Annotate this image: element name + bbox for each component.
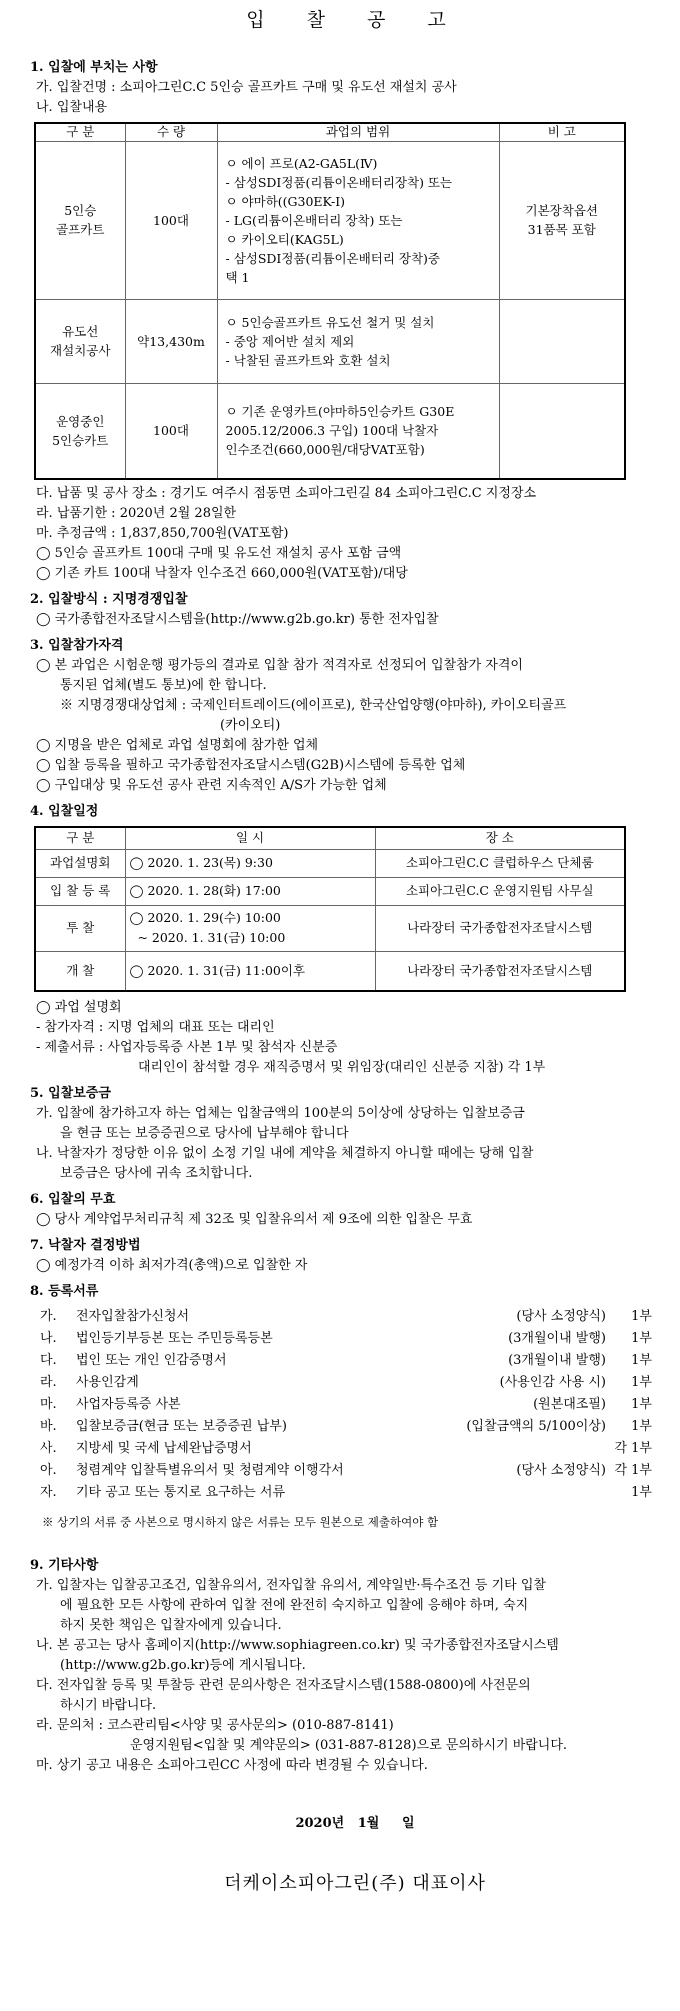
estimated-amount: 마. 추정금액 : 1,837,850,700원(VAT포함) xyxy=(36,526,289,541)
list-item: 아. 청렴계약 입찰특별유의서 및 청렴계약 이행각서 (당사 소정양식) 각 1부 xyxy=(40,1463,652,1478)
row-category: 5인승 골프카트 xyxy=(35,141,125,299)
schedule-kind: 과업설명회 xyxy=(35,849,125,877)
col-header: 수 량 xyxy=(125,123,217,141)
page-title: 입 찰 공 고 xyxy=(246,9,464,31)
qualification-item: 통지된 업체(별도 통보)에 한 합니다. xyxy=(60,678,267,693)
winner-rule: ◯ 예정가격 이하 최저가격(총액)으로 입찰한 자 xyxy=(36,1258,308,1273)
row-scope: ㅇ 5인승골프카트 유도선 철거 및 설치 - 중앙 제어반 설치 제외 - 낙찰된 골프카트와 호환 설치 xyxy=(217,299,499,383)
section-heading: 2. 입찰방식 : 지명경쟁입찰 xyxy=(30,592,188,607)
schedule-place: 소피아그린C.C 클럽하우스 단체룸 xyxy=(375,849,625,877)
col-header: 일 시 xyxy=(125,827,375,849)
qualification-note: (카이오티) xyxy=(220,718,281,733)
signature: 더케이소피아그린(주) 대표이사 xyxy=(224,1873,486,1894)
schedule-kind: 입 찰 등 록 xyxy=(35,877,125,905)
section-7 xyxy=(30,1236,680,1276)
section-heading: 7. 낙찰자 결정방법 xyxy=(30,1238,141,1253)
section-heading: 1. 입찰에 부치는 사항 xyxy=(30,60,158,75)
list-item: 가. 전자입찰참가신청서 (당사 소정양식) 1부 xyxy=(40,1309,652,1324)
delivery-place: 다. 납품 및 공사 장소 : 경기도 여주시 점동면 소피아그린길 84 소피아그린C.C 지정장소 xyxy=(36,486,537,501)
qualification-note: ※ 지명경쟁대상업체 : 국제인터트레이드(에이프로), 한국산업양행(야마하), 카이오티골프 xyxy=(60,698,567,713)
schedule-place: 나라장터 국가종합전자조달시스템 xyxy=(375,905,625,951)
row-category: 운영중인 5인승카트 xyxy=(35,383,125,479)
misc-item: 가. 입찰자는 입찰공고조건, 입찰유의서, 전자입찰 유의서, 계약일반·특수조건 등 기타 입찰 xyxy=(36,1578,546,1593)
row-note xyxy=(499,383,625,479)
misc-item: 에 필요한 모든 사항에 관하여 입찰 전에 완전히 숙지하고 입찰에 응해야 하며, 숙지 xyxy=(60,1598,529,1613)
documents-note: ※ 상기의 서류 중 사본으로 명시하지 않은 서류는 모두 원본으로 제출하여야 함 xyxy=(42,1515,439,1529)
table-header-row xyxy=(35,827,625,849)
deposit-item: 보증금은 당사에 귀속 조치합니다. xyxy=(60,1166,253,1181)
bid-method: ◯ 국가종합전자조달시스템을(http://www.g2b.go.kr) 통한 전자입찰 xyxy=(36,612,439,627)
misc-item: 다. 전자입찰 등록 및 투찰등 관련 문의사항은 전자조달시스템(1588-0800)에 사전문의 xyxy=(36,1678,531,1693)
misc-item: 하시기 바랍니다. xyxy=(60,1698,157,1713)
schedule-date: ◯ 2020. 1. 31(금) 11:00이후 xyxy=(125,951,375,991)
briefing-detail: - 참가자격 : 지명 업체의 대표 또는 대리인 xyxy=(36,1020,275,1035)
list-item: 바. 입찰보증금(현금 또는 보증증권 납부) (입찰금액의 5/100이상) 1부 xyxy=(40,1419,652,1434)
schedule-date: ◯ 2020. 1. 23(목) 9:30 xyxy=(125,849,375,877)
section-4 xyxy=(30,802,680,1078)
table-row xyxy=(35,877,625,905)
table-row xyxy=(35,951,625,991)
row-note: 기본장착옵션 31품목 포함 xyxy=(499,141,625,299)
invalid-rule: ◯ 당사 계약업무처리규칙 제 32조 및 입찰유의서 제 9조에 의한 입찰은 무효 xyxy=(36,1212,473,1227)
bid-content-label: 나. 입찰내용 xyxy=(36,100,108,115)
list-item: 마. 사업자등록증 사본 (원본대조필) 1부 xyxy=(40,1397,652,1412)
deposit-item: 나. 낙찰자가 정당한 이유 없이 소정 기일 내에 계약을 체결하지 아니할 때에는 당해 입찰 xyxy=(36,1146,534,1161)
misc-item: 마. 상기 공고 내용은 소피아그린CC 사정에 따라 변경될 수 있습니다. xyxy=(36,1758,428,1773)
deposit-item: 가. 입찰에 참가하고자 하는 업체는 입찰금액의 100분의 5이상에 상당하는 입찰보증금 xyxy=(36,1106,525,1121)
schedule-date: ◯ 2020. 1. 28(화) 17:00 xyxy=(125,877,375,905)
delivery-deadline: 라. 납품기한 : 2020년 2월 28일한 xyxy=(36,506,237,521)
section-8 xyxy=(30,1282,680,1532)
row-quantity: 약13,430m xyxy=(125,299,217,383)
bid-name: 가. 입찰건명 : 소피아그린C.C 5인승 골프카트 구매 및 유도선 재설치 공사 xyxy=(36,80,457,95)
section-3 xyxy=(30,636,680,796)
section-heading: 9. 기타사항 xyxy=(30,1558,99,1573)
list-item: 사. 지방세 및 국세 납세완납증명서 각 1부 xyxy=(40,1441,652,1456)
table-header-row xyxy=(35,123,625,141)
schedule-table xyxy=(34,826,626,992)
contact-item: 운영지원팀<입찰 및 계약문의> (031-887-8128)으로 문의하시기 바랍니다. xyxy=(130,1738,568,1753)
section-9 xyxy=(30,1556,680,1776)
bid-content-table xyxy=(34,122,626,480)
misc-item: (http://www.g2b.go.kr)등에 게시됩니다. xyxy=(60,1658,306,1673)
schedule-place: 나라장터 국가종합전자조달시스템 xyxy=(375,951,625,991)
section-heading: 5. 입찰보증금 xyxy=(30,1086,111,1101)
table-row xyxy=(35,383,625,479)
qualification-item: ◯ 본 과업은 시험운행 평가등의 결과로 입찰 참가 적격자로 선정되어 입찰참가 자격이 xyxy=(36,658,523,673)
deposit-item: 을 현금 또는 보증증권으로 당사에 납부해야 합니다 xyxy=(60,1126,349,1141)
row-scope: ㅇ 에이 프로(A2-GA5L(Ⅳ) - 삼성SDI정품(리튬이온배터리장착) 또는 ㅇ 야마하((G30EK-I) - LG(리튬이온배터리 장착) 또는 ㅇ 카이오티(KAG5L) - 삼성SDI정품(리튬이온배터리 장착)중 택 1 xyxy=(217,141,499,299)
misc-item: 하지 못한 책임은 입찰자에게 있습니다. xyxy=(60,1618,282,1633)
qualification-item: ◯ 입찰 등록을 필하고 국가종합전자조달시스템(G2B)시스템에 등록한 업체 xyxy=(36,758,466,773)
col-header: 구 분 xyxy=(35,123,125,141)
amount-note: ◯ 기존 카트 100대 낙찰자 인수조건 660,000원(VAT포함)/대당 xyxy=(36,566,408,581)
schedule-date: ◯ 2020. 1. 29(수) 10:00 ~ 2020. 1. 31(금) 10:00 xyxy=(125,905,375,951)
col-header: 비 고 xyxy=(499,123,625,141)
row-scope: ㅇ 기존 운영카트(야마하5인승카트 G30E 2005.12/2006.3 구입) 100대 낙찰자 인수조건(660,000원/대당VAT포함) xyxy=(217,383,499,479)
section-2 xyxy=(30,590,680,630)
document-list xyxy=(30,1306,680,1504)
list-item: 라. 사용인감계 (사용인감 사용 시) 1부 xyxy=(40,1375,652,1390)
schedule-kind: 투 찰 xyxy=(35,905,125,951)
section-heading: 4. 입찰일정 xyxy=(30,804,99,819)
schedule-place: 소피아그린C.C 운영지원팀 사무실 xyxy=(375,877,625,905)
list-item: 나. 법인등기부등본 또는 주민등록등본 (3개월이내 발행) 1부 xyxy=(40,1331,652,1346)
row-quantity: 100대 xyxy=(125,141,217,299)
table-row xyxy=(35,849,625,877)
table-row xyxy=(35,299,625,383)
briefing-label: ◯ 과업 설명회 xyxy=(36,1000,122,1015)
section-1 xyxy=(30,58,680,584)
section-heading: 3. 입찰참가자격 xyxy=(30,638,124,653)
section-heading: 8. 등록서류 xyxy=(30,1284,99,1299)
table-row xyxy=(35,141,625,299)
row-quantity: 100대 xyxy=(125,383,217,479)
contact-item: 라. 문의처 : 코스관리팀<사양 및 공사문의> (010-887-8141) xyxy=(36,1718,394,1733)
col-header: 과업의 범위 xyxy=(217,123,499,141)
misc-item: 나. 본 공고는 당사 홈페이지(http://www.sophiagreen.co.kr) 및 국가종합전자조달시스템 xyxy=(36,1638,559,1653)
qualification-item: ◯ 지명을 받은 업체로 과업 설명회에 참가한 업체 xyxy=(36,738,319,753)
section-5 xyxy=(30,1084,680,1184)
notice-date: 2020년 1월 일 xyxy=(295,1816,415,1831)
table-row xyxy=(35,905,625,951)
col-header: 구 분 xyxy=(35,827,125,849)
qualification-item: ◯ 구입대상 및 유도선 공사 관련 지속적인 A/S가 가능한 업체 xyxy=(36,778,387,793)
row-category: 유도선 재설치공사 xyxy=(35,299,125,383)
briefing-detail: 대리인이 참석할 경우 재직증명서 및 위임장(대리인 신분증 지참) 각 1부 xyxy=(138,1060,546,1075)
list-item: 자. 기타 공고 또는 통지로 요구하는 서류 1부 xyxy=(40,1485,652,1500)
schedule-kind: 개 찰 xyxy=(35,951,125,991)
section-heading: 6. 입찰의 무효 xyxy=(30,1192,116,1207)
briefing-detail: - 제출서류 : 사업자등록증 사본 1부 및 참석자 신분증 xyxy=(36,1040,338,1055)
row-note xyxy=(499,299,625,383)
col-header: 장 소 xyxy=(375,827,625,849)
list-item: 다. 법인 또는 개인 인감증명서 (3개월이내 발행) 1부 xyxy=(40,1353,652,1368)
section-6 xyxy=(30,1190,680,1230)
amount-note: ◯ 5인승 골프카트 100대 구매 및 유도선 재설치 공사 포함 금액 xyxy=(36,546,402,561)
